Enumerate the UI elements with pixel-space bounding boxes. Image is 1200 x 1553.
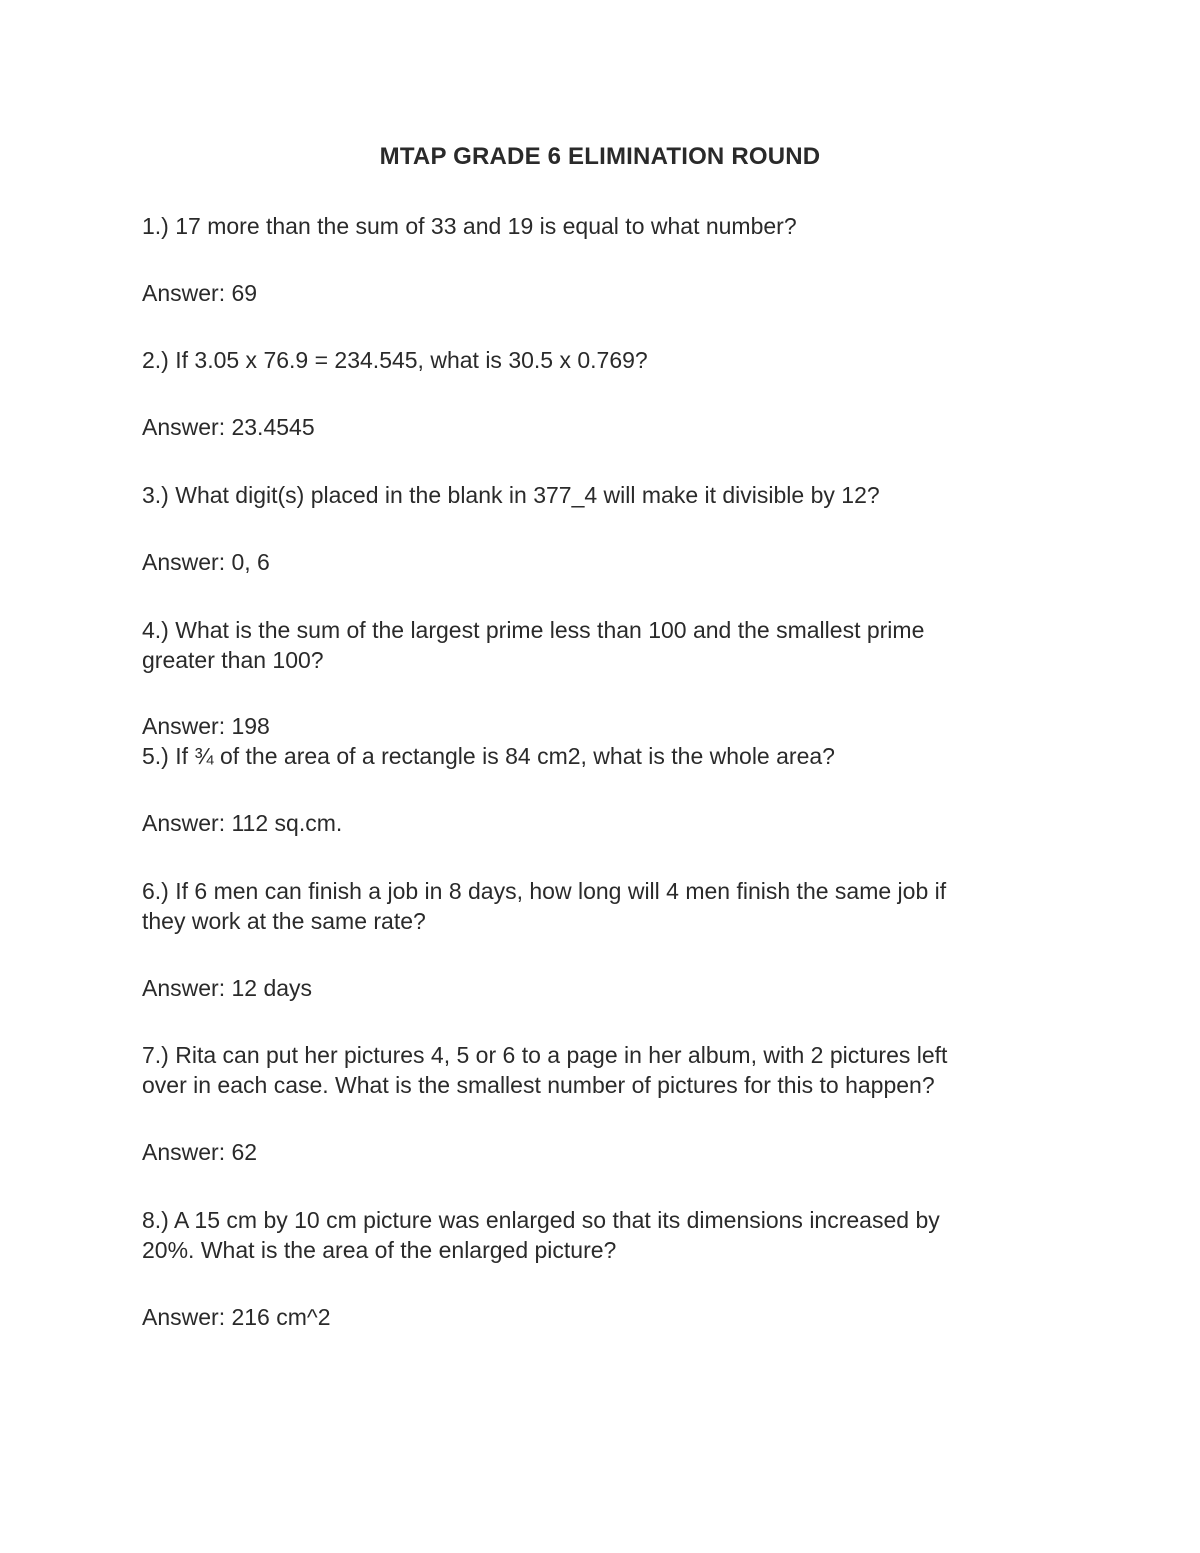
question-7-line-2: over in each case. What is the smallest number of pictures for this to happen?: [142, 1072, 935, 1098]
question-7-line-1: 7.) Rita can put her pictures 4, 5 or 6 to a page in her album, with 2 pictures left: [142, 1042, 948, 1068]
answer-2: Answer: 23.4545: [142, 414, 315, 440]
question-3: 3.) What digit(s) placed in the blank in 377_4 will make it divisible by 12?: [142, 482, 880, 508]
answer-5: Answer: 112 sq.cm.: [142, 810, 343, 836]
answer-6: Answer: 12 days: [142, 975, 313, 1001]
question-2: 2.) If 3.05 x 76.9 = 234.545, what is 30.5 x 0.769?: [142, 347, 648, 373]
page-title: MTAP GRADE 6 ELIMINATION ROUND: [379, 143, 821, 170]
answer-1: Answer: 69: [142, 280, 258, 306]
question-6-line-2: they work at the same rate?: [142, 908, 426, 934]
question-8-line-1: 8.) A 15 cm by 10 cm picture was enlarged so that its dimensions increased by: [142, 1207, 940, 1233]
question-1: 1.) 17 more than the sum of 33 and 19 is equal to what number?: [142, 213, 797, 239]
answer-3: Answer: 0, 6: [142, 549, 270, 575]
question-6-line-1: 6.) If 6 men can finish a job in 8 days, how long will 4 men finish the same job if: [142, 878, 947, 904]
answer-8: Answer: 216 cm^2: [142, 1304, 331, 1330]
answer-4: Answer: 198: [142, 713, 270, 739]
answer-7: Answer: 62: [142, 1139, 258, 1165]
question-8-line-2: 20%. What is the area of the enlarged picture?: [142, 1237, 617, 1263]
question-4-line-2: greater than 100?: [142, 647, 324, 673]
question-4-line-1: 4.) What is the sum of the largest prime less than 100 and the smallest prime: [142, 617, 925, 643]
question-5: 5.) If ¾ of the area of a rectangle is 84 cm2, what is the whole area?: [142, 743, 835, 769]
